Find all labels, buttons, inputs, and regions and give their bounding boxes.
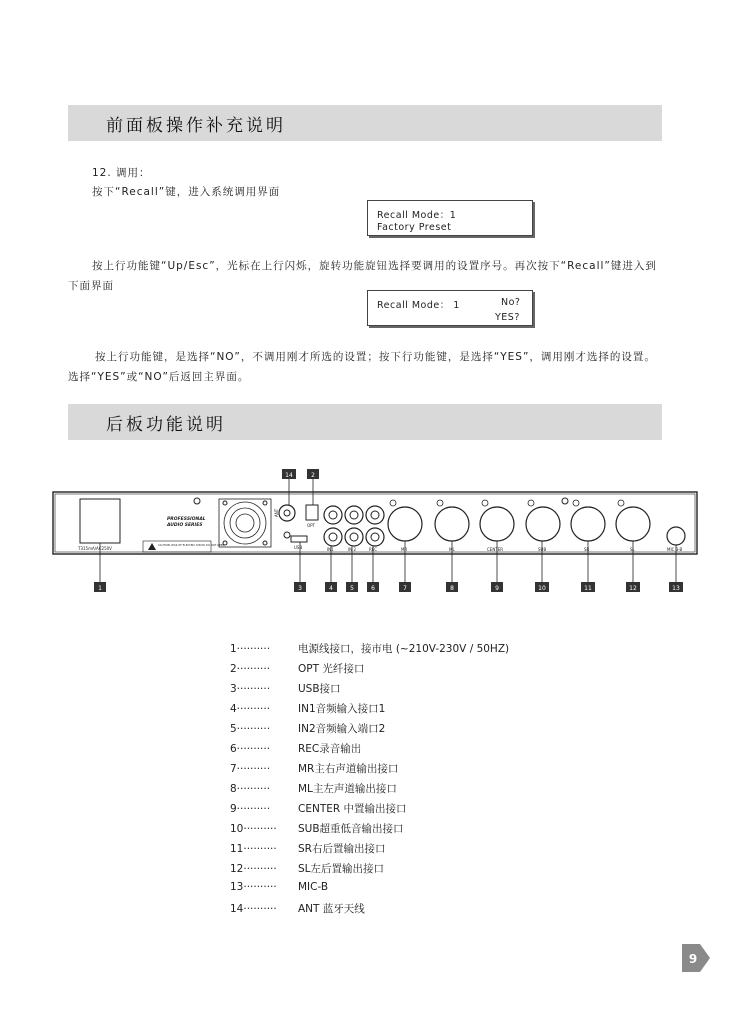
fan-ring <box>230 508 260 538</box>
paragraph-line: 下面界面 <box>68 280 114 292</box>
power-rating-label: T315mA/AC250V <box>78 546 112 551</box>
lcd-display-2 <box>367 290 533 326</box>
legend-item: 12·········· SL左后置输出接口 <box>230 863 385 875</box>
usb-label: USB <box>294 545 303 550</box>
ant-connector <box>279 505 295 521</box>
section-title: 前面板操作补充说明 <box>106 116 286 136</box>
screw-icon <box>263 541 267 545</box>
screw-icon <box>194 498 200 504</box>
callout-number: 2 <box>311 472 315 479</box>
xlr-label: SUB <box>538 547 547 552</box>
lcd-line-1: Recall Mode： 1 <box>377 300 460 311</box>
fan-grille <box>219 499 271 547</box>
legend-item: 10·········· SUB超重低音输出接口 <box>230 823 404 835</box>
legend-item: 8·········· ML主左声道输出接口 <box>230 783 397 795</box>
legend-item: 5·········· IN2音频输入端口2 <box>230 723 386 735</box>
callout-number: 3 <box>298 585 302 592</box>
screw-icon <box>263 501 267 505</box>
legend-item: 7·········· MR主右声道输出接口 <box>230 763 399 775</box>
lcd-option-no: No? <box>501 297 521 308</box>
ant-connector-core <box>284 510 290 516</box>
callout-number: 8 <box>450 585 454 592</box>
fan-hub <box>236 514 254 532</box>
legend-item: 3·········· USB接口 <box>230 683 341 695</box>
paragraph-line: 按上行功能键，是选择“NO”，不调用刚才所选的设置；按下行功能键，是选择“YES”，调用刚才选择的设置。 <box>95 351 656 363</box>
legend-item: 9·········· CENTER 中置输出接口 <box>230 803 407 815</box>
page-number: 9 <box>688 952 698 966</box>
legend-item: 4·········· IN1音频输入接口1 <box>230 703 386 715</box>
opt-label: OPT <box>307 523 316 528</box>
xlr-label: ML <box>449 547 455 552</box>
lcd-line-2: Factory Preset <box>377 222 452 233</box>
callout-number: 13 <box>672 585 680 592</box>
item-heading: 12. 调用： <box>92 167 151 179</box>
callout-leader-lines <box>100 479 676 582</box>
warning-text: CAUTION: RISK OF ELECTRIC SHOCK DO NOT OPEN <box>158 544 225 547</box>
paragraph-line: 按上行功能键“Up/Esc”，光标在上行闪烁，旋转功能旋钮选择要调用的设置序号。再次按下“Recall”键进入到 <box>92 260 657 272</box>
callout-number: 7 <box>403 585 407 592</box>
xlr-label: SR <box>584 547 590 552</box>
lcd-display-1 <box>367 200 533 236</box>
paragraph-line: 选择“YES”或“NO”后返回主界面。 <box>68 371 250 383</box>
lcd-option-yes: YES? <box>495 312 520 323</box>
section-banner-rear-panel <box>68 404 662 440</box>
callout-number: 11 <box>584 585 592 592</box>
callout-number: 6 <box>371 585 375 592</box>
callout-number: 14 <box>285 472 293 479</box>
legend-item: 6·········· REC录音输出 <box>230 743 362 755</box>
power-socket <box>80 499 120 543</box>
callout-number: 9 <box>495 585 499 592</box>
usb-connector <box>291 536 307 542</box>
callout-number: 4 <box>329 585 333 592</box>
callout-number: 1 <box>98 585 102 592</box>
step-text: 按下“Recall”键，进入系统调用界面 <box>92 186 281 198</box>
warning-triangle-icon <box>148 543 156 550</box>
xlr-label: CENTER <box>487 547 504 552</box>
legend-item: 13·········· MIC-B <box>230 881 329 893</box>
callout-number: 12 <box>629 585 637 592</box>
callout-badges <box>94 469 683 592</box>
chassis-outline <box>53 492 697 554</box>
ant-label: ANT <box>274 508 279 517</box>
legend-item: 14·········· ANT 蓝牙天线 <box>230 903 365 915</box>
brand-line-1: PROFESSIONAL <box>167 517 206 522</box>
xlr-label: MR <box>401 547 408 552</box>
legend-item: 2·········· OPT 光纤接口 <box>230 663 365 675</box>
screw-icon <box>562 498 568 504</box>
page-number-badge <box>682 944 710 972</box>
chassis-inner <box>55 494 695 552</box>
callout-number: 10 <box>538 585 546 592</box>
section-banner-front-panel <box>68 105 662 141</box>
legend-item: 11·········· SR右后置输出接口 <box>230 843 386 855</box>
screw-icon <box>284 532 290 538</box>
opt-connector <box>306 505 318 520</box>
jack-label: IN 2 <box>348 547 356 552</box>
screw-icon <box>223 501 227 505</box>
mic-connector <box>667 527 685 545</box>
section-title: 后板功能说明 <box>106 415 226 435</box>
lcd-line-1: Recall Mode：1 <box>377 210 457 221</box>
jack-label: IN1 <box>327 547 334 552</box>
rca-jacks <box>324 506 384 546</box>
xlr-connectors <box>388 500 650 541</box>
callout-number: 5 <box>350 585 354 592</box>
legend-item: 1·········· 电源线接口，接市电 (~210V-230V / 50HZ) <box>230 643 510 655</box>
rear-panel-diagram <box>0 465 750 600</box>
jack-label: REC <box>369 547 378 552</box>
xlr-label: SL <box>630 547 635 552</box>
mic-label: MIC 3-B <box>667 547 683 552</box>
brand-line-2: AUDIO SERIES <box>167 523 203 528</box>
